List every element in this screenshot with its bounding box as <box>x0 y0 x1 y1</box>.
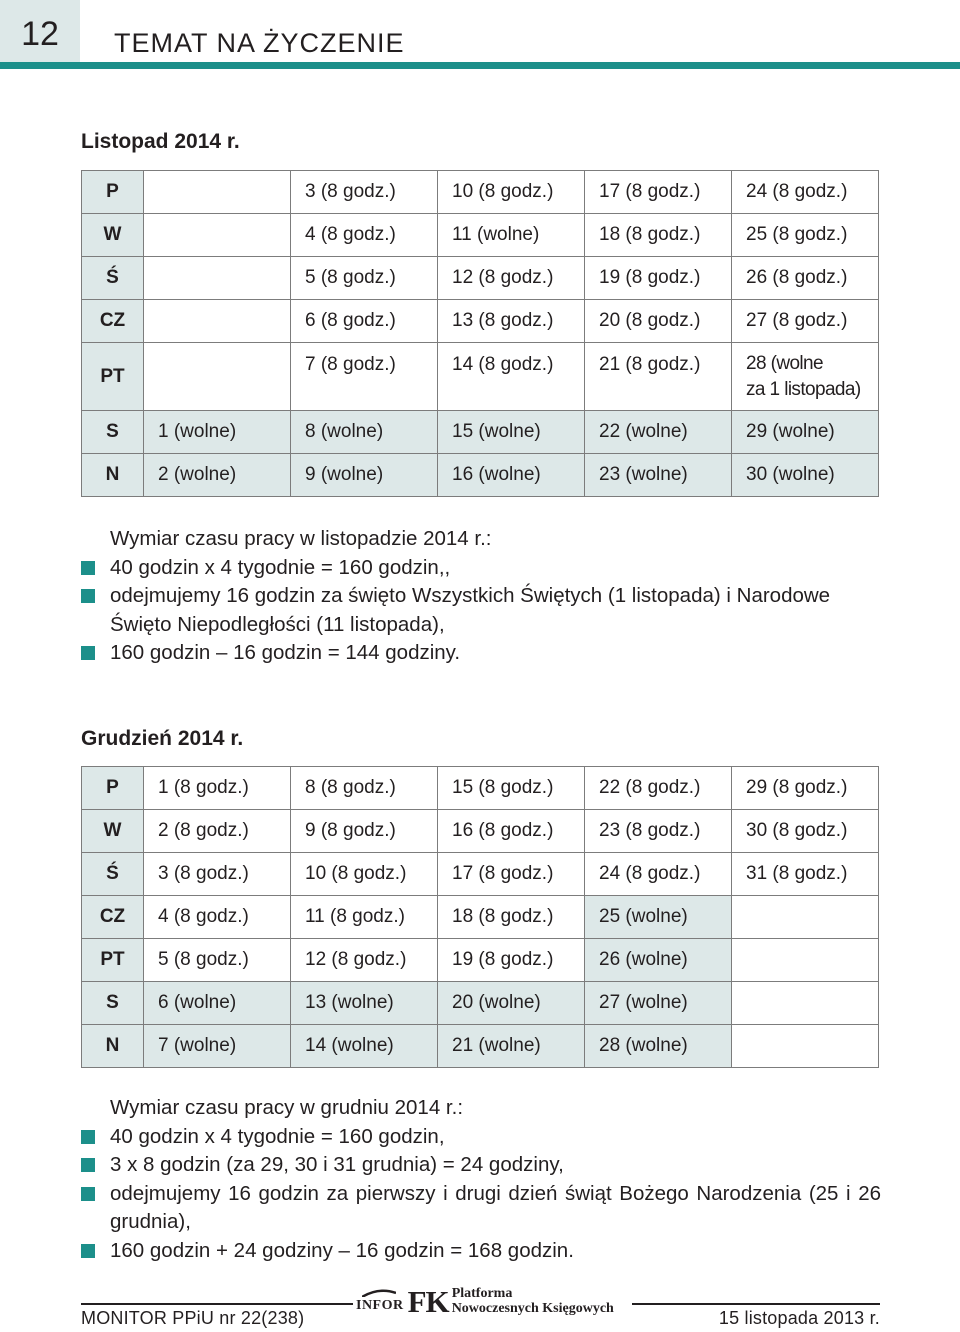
table-cell <box>732 896 879 939</box>
day-label: W <box>82 214 144 257</box>
table-cell: 26 (8 godz.) <box>732 257 879 300</box>
table-cell <box>732 939 879 982</box>
page-number: 12 <box>0 0 80 62</box>
logo-fk: FK <box>407 1284 449 1319</box>
summary-list <box>81 554 881 668</box>
table-cell <box>732 343 879 411</box>
list-item <box>81 1123 881 1152</box>
table-cell <box>732 982 879 1025</box>
logo-infor-text: INFOR <box>356 1298 404 1313</box>
table-cell: 30 (8 godz.) <box>732 810 879 853</box>
table-cell: 12 (8 godz.) <box>438 257 585 300</box>
table-cell: 17 (8 godz.) <box>585 171 732 214</box>
table-cell: 11 (wolne) <box>438 214 585 257</box>
list-item <box>81 1180 881 1237</box>
table-cell: 6 (8 godz.) <box>291 300 438 343</box>
summary-list <box>81 1123 881 1266</box>
table-cell: 7 (wolne) <box>144 1025 291 1068</box>
table-cell: 10 (8 godz.) <box>438 171 585 214</box>
bullet-square-icon <box>81 1187 95 1201</box>
day-label: Ś <box>82 257 144 300</box>
day-label: PT <box>82 343 144 411</box>
table-cell: 23 (wolne) <box>585 454 732 497</box>
table-cell <box>144 300 291 343</box>
list-item <box>81 639 881 668</box>
table-row <box>82 300 879 343</box>
table-cell: 25 (8 godz.) <box>732 214 879 257</box>
day-label: PT <box>82 939 144 982</box>
table-row <box>82 171 879 214</box>
list-item <box>81 1237 881 1266</box>
header-rule <box>0 62 960 69</box>
table-cell: 27 (8 godz.) <box>732 300 879 343</box>
december-calendar-table <box>81 766 879 1068</box>
day-label: S <box>82 982 144 1025</box>
table-row <box>82 343 879 411</box>
table-cell: 1 (8 godz.) <box>144 767 291 810</box>
logo-swoosh-icon <box>362 1289 396 1297</box>
page-footer <box>0 1280 960 1332</box>
table-cell: 9 (8 godz.) <box>291 810 438 853</box>
table-cell: 16 (wolne) <box>438 454 585 497</box>
day-label: N <box>82 1025 144 1068</box>
table-cell: 9 (wolne) <box>291 454 438 497</box>
table-row <box>82 257 879 300</box>
cell-line: za 1 listopada) <box>746 378 861 400</box>
table-cell: 20 (8 godz.) <box>585 300 732 343</box>
table-cell: 17 (8 godz.) <box>438 853 585 896</box>
list-item <box>81 582 881 639</box>
list-item-text: 160 godzin + 24 godziny – 16 godzin = 168 godzin. <box>110 1238 574 1262</box>
november-heading: Listopad 2014 r. <box>81 130 240 153</box>
day-label: CZ <box>82 896 144 939</box>
bullet-square-icon <box>81 589 95 603</box>
november-summary <box>81 525 881 668</box>
table-row <box>82 982 879 1025</box>
list-item-text: odejmujemy 16 godzin za święto Wszystkich Świętych (1 listopada) i Narodowe Święto Niepodległości (11 listopada), <box>110 584 831 636</box>
table-cell: 22 (wolne) <box>585 411 732 454</box>
footer-date: 15 listopada 2013 r. <box>718 1308 880 1328</box>
table-cell: 18 (8 godz.) <box>585 214 732 257</box>
list-item-text: 40 godzin x 4 tygodnie = 160 godzin,, <box>110 555 451 579</box>
table-cell: 19 (8 godz.) <box>585 257 732 300</box>
footer-rule-right <box>632 1303 880 1305</box>
day-label: CZ <box>82 300 144 343</box>
december-heading: Grudzień 2014 r. <box>81 727 244 750</box>
table-cell: 15 (wolne) <box>438 411 585 454</box>
table-cell: 3 (8 godz.) <box>144 853 291 896</box>
day-label: P <box>82 767 144 810</box>
bullet-square-icon <box>81 646 95 660</box>
footer-publication: MONITOR PPiU nr 22(238) <box>81 1308 305 1328</box>
table-cell <box>732 1025 879 1068</box>
logo-text <box>452 1286 614 1316</box>
table-cell: 14 (wolne) <box>291 1025 438 1068</box>
table-cell: 8 (8 godz.) <box>291 767 438 810</box>
list-item-text: 3 x 8 godzin (za 29, 30 i 31 grudnia) = 24 godziny, <box>110 1153 564 1176</box>
table-cell: 13 (8 godz.) <box>438 300 585 343</box>
summary-title: Wymiar czasu pracy w listopadzie 2014 r.: <box>110 527 492 550</box>
table-cell: 7 (8 godz.) <box>291 343 438 411</box>
table-row <box>82 853 879 896</box>
day-label: Ś <box>82 853 144 896</box>
list-item-text: 160 godzin – 16 godzin = 144 godziny. <box>110 641 461 664</box>
table-row <box>82 454 879 497</box>
table-cell: 13 (wolne) <box>291 982 438 1025</box>
table-cell: 27 (wolne) <box>585 982 732 1025</box>
logo-infor <box>356 1298 404 1314</box>
table-cell: 19 (8 godz.) <box>438 939 585 982</box>
table-cell: 22 (8 godz.) <box>585 767 732 810</box>
day-label: W <box>82 810 144 853</box>
table-cell: 15 (8 godz.) <box>438 767 585 810</box>
table-cell: 31 (8 godz.) <box>732 853 879 896</box>
list-item-text: odejmujemy 16 godzin za pierwszy i drugi dzień świąt Bożego Narodzenia (25 i 26 grudnia), <box>110 1181 881 1233</box>
table-cell <box>144 214 291 257</box>
table-cell: 21 (wolne) <box>438 1025 585 1068</box>
list-item-text: 40 godzin x 4 tygodnie = 160 godzin, <box>110 1124 445 1148</box>
table-cell: 12 (8 godz.) <box>291 939 438 982</box>
table-cell: 25 (wolne) <box>585 896 732 939</box>
table-row <box>82 1025 879 1068</box>
table-cell <box>144 171 291 214</box>
table-cell: 2 (wolne) <box>144 454 291 497</box>
table-row <box>82 939 879 982</box>
november-calendar-table <box>81 170 879 497</box>
table-cell: 29 (wolne) <box>732 411 879 454</box>
table-cell: 29 (8 godz.) <box>732 767 879 810</box>
table-cell: 5 (8 godz.) <box>144 939 291 982</box>
table-row <box>82 896 879 939</box>
table-cell: 24 (8 godz.) <box>732 171 879 214</box>
table-cell: 20 (wolne) <box>438 982 585 1025</box>
logo-line-2: Nowoczesnych Księgowych <box>451 1301 614 1316</box>
table-cell: 8 (wolne) <box>291 411 438 454</box>
table-cell: 26 (wolne) <box>585 939 732 982</box>
table-cell: 24 (8 godz.) <box>585 853 732 896</box>
table-cell <box>144 257 291 300</box>
day-label: S <box>82 411 144 454</box>
table-cell: 18 (8 godz.) <box>438 896 585 939</box>
table-cell: 3 (8 godz.) <box>291 171 438 214</box>
table-cell <box>144 343 291 411</box>
table-cell: 28 (wolne) <box>585 1025 732 1068</box>
table-cell: 21 (8 godz.) <box>585 343 732 411</box>
day-label: N <box>82 454 144 497</box>
table-row <box>82 411 879 454</box>
table-cell: 30 (wolne) <box>732 454 879 497</box>
summary-title: Wymiar czasu pracy w grudniu 2014 r.: <box>110 1096 464 1119</box>
table-cell: 10 (8 godz.) <box>291 853 438 896</box>
publisher-logo <box>356 1282 614 1319</box>
table-cell: 11 (8 godz.) <box>291 896 438 939</box>
table-row <box>82 767 879 810</box>
bullet-square-icon <box>81 561 95 575</box>
table-cell: 6 (wolne) <box>144 982 291 1025</box>
table-cell: 14 (8 godz.) <box>438 343 585 411</box>
list-item <box>81 1151 881 1180</box>
day-label: P <box>82 171 144 214</box>
footer-rule-left <box>81 1303 353 1305</box>
section-title: TEMAT NA ŻYCZENIE <box>114 28 405 58</box>
december-summary <box>81 1094 881 1265</box>
table-cell: 1 (wolne) <box>144 411 291 454</box>
table-cell: 2 (8 godz.) <box>144 810 291 853</box>
bullet-square-icon <box>81 1158 95 1172</box>
list-item <box>81 554 881 583</box>
table-row <box>82 810 879 853</box>
bullet-square-icon <box>81 1244 95 1258</box>
table-cell: 16 (8 godz.) <box>438 810 585 853</box>
table-cell: 4 (8 godz.) <box>144 896 291 939</box>
bullet-square-icon <box>81 1130 95 1144</box>
table-row <box>82 214 879 257</box>
table-cell: 4 (8 godz.) <box>291 214 438 257</box>
logo-line-1: Platforma <box>451 1286 513 1301</box>
table-cell: 23 (8 godz.) <box>585 810 732 853</box>
page-header <box>0 0 960 70</box>
cell-line: 28 (wolne <box>746 352 823 374</box>
table-cell: 5 (8 godz.) <box>291 257 438 300</box>
